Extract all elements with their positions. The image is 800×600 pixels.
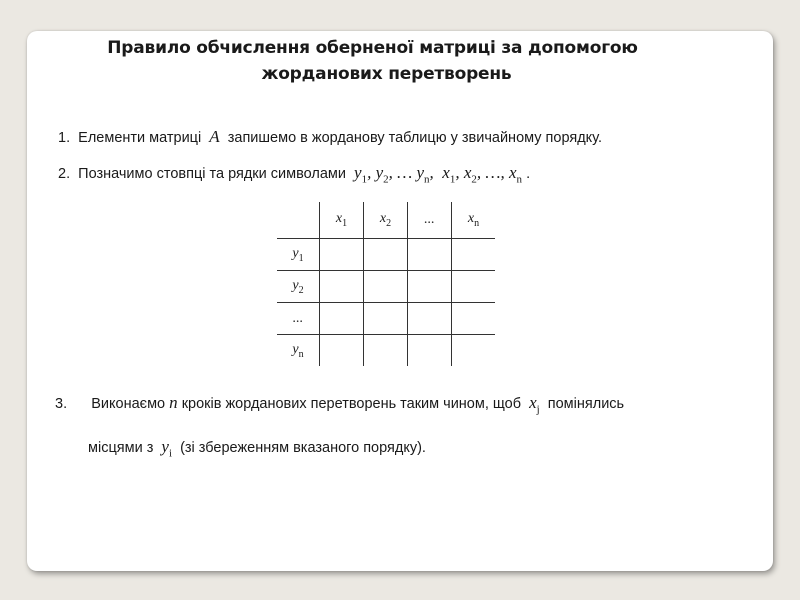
- step-1-text-after: запишемо в жорданову таблицю у звичайному порядку.: [227, 130, 603, 146]
- table-cell: [452, 239, 496, 271]
- table-cell: [408, 335, 452, 367]
- col-header-ellipsis: ...: [408, 202, 452, 239]
- step-2-number: 2.: [58, 166, 71, 182]
- row-header-yn: $y_n$: [277, 335, 320, 367]
- step-1: [58, 127, 602, 147]
- step-3-text-e: (зі збереженням вказаного порядку).: [180, 440, 426, 456]
- step-2: [58, 163, 530, 185]
- table-row: [277, 303, 495, 335]
- step-3-text-d: місцями з: [88, 440, 154, 456]
- table-cell: [320, 335, 364, 367]
- table-cell: [320, 303, 364, 335]
- table-row: [277, 239, 495, 271]
- jordan-table: [277, 202, 495, 366]
- step-3-text-a: Виконаємо: [91, 396, 166, 412]
- step-2-text-after: .: [526, 166, 531, 182]
- col-header-x1: $x_1$: [320, 202, 364, 239]
- slide-title: [27, 35, 773, 87]
- table-row: [277, 271, 495, 303]
- step-3-continuation: [88, 437, 426, 459]
- table-corner-cell: [277, 202, 320, 239]
- step-1-math-matrix: A: [209, 127, 220, 146]
- step-3-text-c: помінялись: [547, 396, 625, 412]
- table-cell: [364, 239, 408, 271]
- table-cell: [452, 271, 496, 303]
- table-cell: [364, 335, 408, 367]
- table-cell: [364, 303, 408, 335]
- title-line-1: Правило обчислення оберненої матриці за допомогою: [107, 38, 638, 58]
- table-header-row: [277, 202, 495, 239]
- title-line-2: жорданових перетворень: [261, 64, 512, 84]
- table-cell: [408, 271, 452, 303]
- col-header-x2: $x_2$: [364, 202, 408, 239]
- table-cell: [452, 303, 496, 335]
- step-3-number: 3.: [55, 396, 68, 412]
- step-2-text-before: Позначимо стовпці та рядки символами: [78, 166, 346, 182]
- table-cell: [364, 271, 408, 303]
- row-header-y2: $y_2$: [277, 271, 320, 303]
- step-3-math-yi: $y_i$: [161, 437, 173, 460]
- col-header-xn: $x_n$: [452, 202, 496, 239]
- step-2-math-symbols: $y_1$, $y_2$, … $y_n$, $x_1$, $x_2$, …, $x_n$: [354, 163, 523, 186]
- step-3-math-xj: $x_j$: [529, 393, 540, 416]
- table-cell: [408, 239, 452, 271]
- table-cell: [320, 271, 364, 303]
- table-cell: [452, 335, 496, 367]
- step-3-math-n: n: [169, 393, 178, 412]
- slide-card: [27, 31, 773, 571]
- table-cell: [408, 303, 452, 335]
- step-3: [55, 393, 624, 415]
- table-cell: [320, 239, 364, 271]
- table-row: [277, 335, 495, 367]
- step-1-number: 1.: [58, 130, 71, 146]
- step-1-text-before: Елементи матриці: [78, 130, 202, 146]
- step-3-text-b: кроків жорданових перетворень таким чином, щоб: [181, 396, 522, 412]
- row-header-y1: $y_1$: [277, 239, 320, 271]
- row-header-ellipsis: ...: [277, 303, 320, 335]
